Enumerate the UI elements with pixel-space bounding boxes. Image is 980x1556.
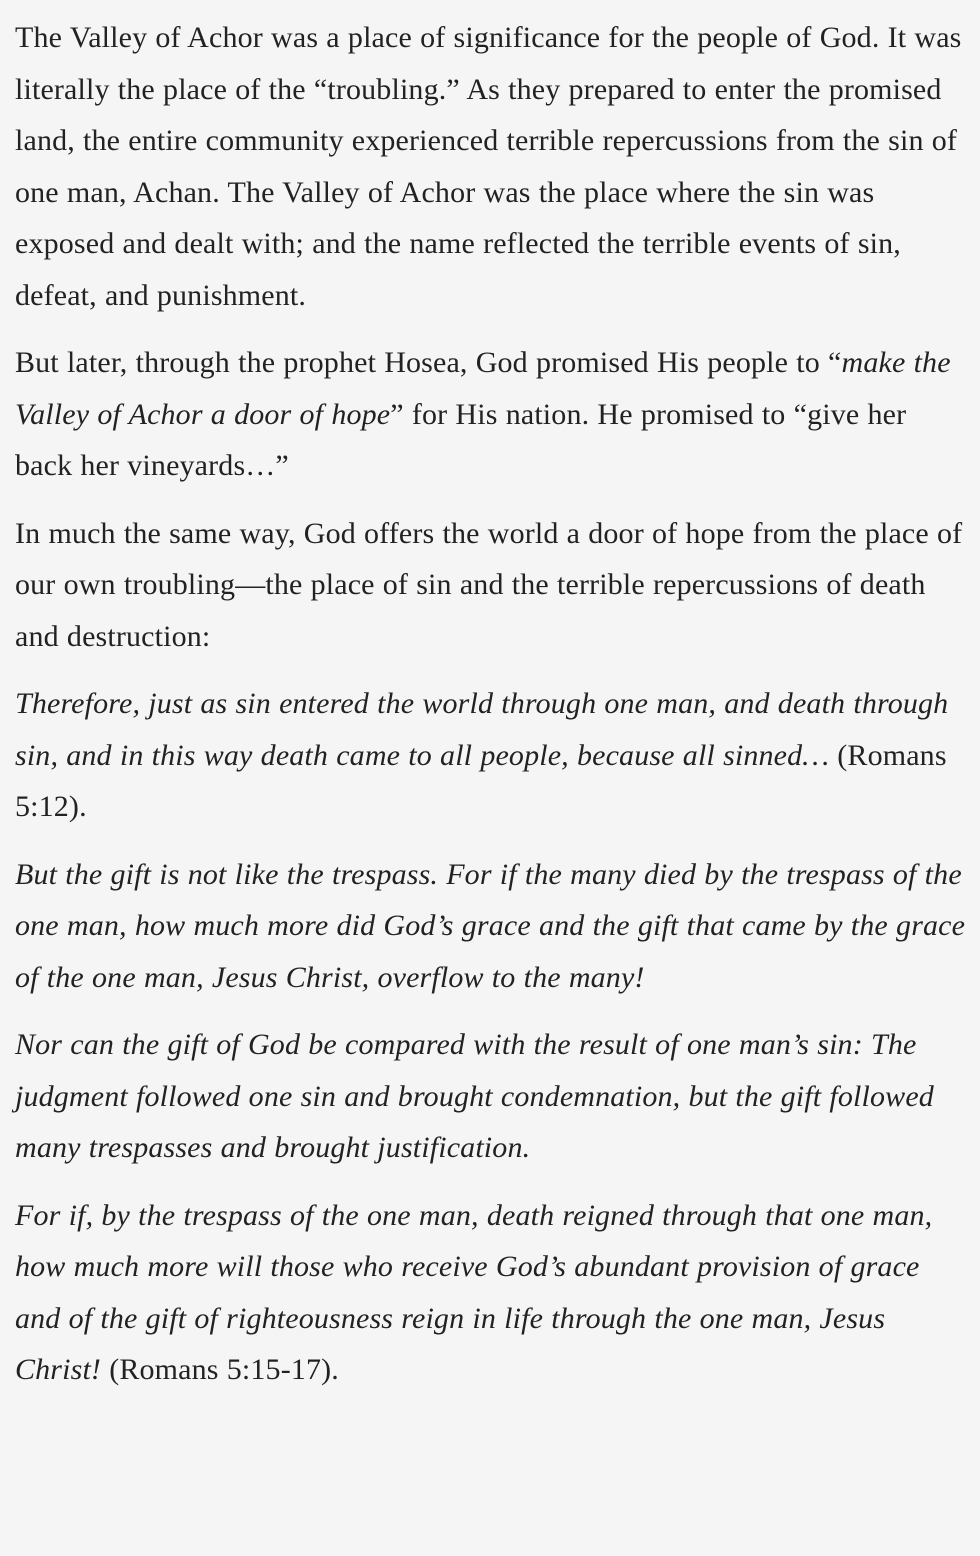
scripture-quote: But the gift is not like the trespass. For if the many died by the trespass of the one man, how much more did God’s grace and the gift that came by the grace of the one man, Jesus Christ, overflow to the many! bbox=[15, 857, 966, 994]
scripture-quote: For if, by the trespass of the one man, death reigned through that one man, how much more will those who receive God’s abundant provision of grace and of the gift of righteousness reign in life through the one man, Jesus Christ! bbox=[15, 1198, 933, 1386]
scripture-romans-5-12 bbox=[15, 678, 966, 833]
paragraph-valley-of-achor bbox=[15, 12, 966, 321]
paragraph-text: But later, through the prophet Hosea, God promised His people to “ bbox=[15, 346, 842, 379]
scripture-quote: Nor can the gift of God be compared with the result of one man’s sin: The judgment followed one sin and brought condemnation, but the gift followed many trespasses and brought justification. bbox=[15, 1028, 934, 1164]
scripture-reference: (Romans 5:15-17). bbox=[101, 1353, 339, 1386]
scripture-romans-5-16 bbox=[15, 1019, 966, 1174]
paragraph-hosea-promise bbox=[15, 337, 966, 492]
paragraph-door-of-hope bbox=[15, 508, 966, 663]
scripture-romans-5-17 bbox=[15, 1190, 966, 1396]
paragraph-text: In much the same way, God offers the world a door of hope from the place of our own troubling—the place of sin and the terrible repercussions of death and destruction: bbox=[15, 516, 963, 653]
scripture-quote: Therefore, just as sin entered the world through one man, and death through sin, and in this way death came to all people, because all sinned… bbox=[15, 687, 949, 772]
scripture-reference: (Romans 5:12). bbox=[15, 738, 947, 823]
hosea-quote: make the Valley of Achor a door of hope bbox=[15, 346, 951, 431]
paragraph-text: ” for His nation. He promised to “give her back her vineyards…” bbox=[15, 397, 907, 482]
paragraph-text: The Valley of Achor was a place of significance for the people of God. It was literally the place of the “troubling.” As they prepared to enter the promised land, the entire community experienced terrible repercussions from the sin of one man, Achan. The Valley of Achor was the place where the sin was exposed and dealt with; and the name reflected the terrible events of sin, defeat, and punishment. bbox=[15, 21, 962, 312]
scripture-romans-5-15 bbox=[15, 849, 966, 1004]
